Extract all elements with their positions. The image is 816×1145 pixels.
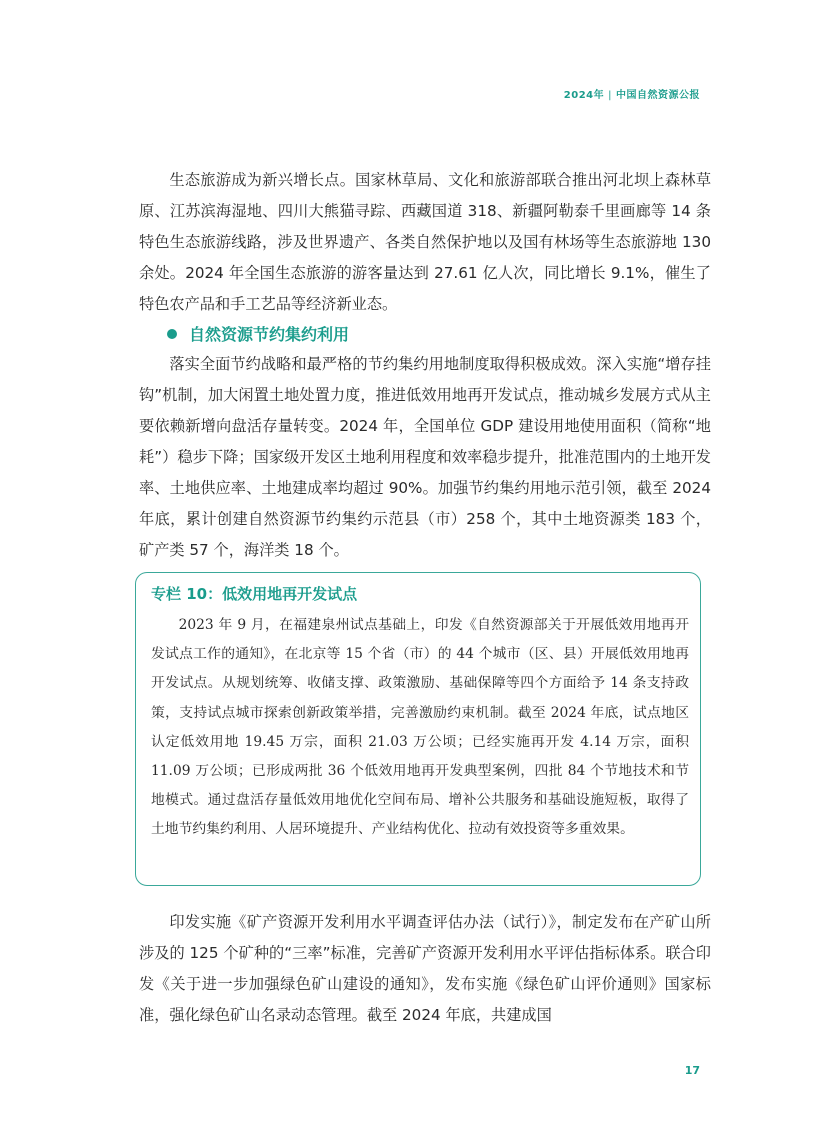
sidebar-box-body bbox=[151, 611, 689, 845]
paragraph-mineral bbox=[139, 907, 711, 1031]
paragraph-eco-tourism-text: 生态旅游成为新兴增长点。国家林草局、文化和旅游部联合推出河北坝上森林草原、江苏滨海湿地、四川大熊猫寻踪、西藏国道 318、新疆阿勒泰千里画廊等 14 条特色生态旅游线路，涉及世界遗产、各类自然保护地以及国有林场等生态旅游地 130 余处。2024 年全国生态旅游的游客量达到 27.61 亿人次，同比增长 9.1%，催生了特色农产品和手工艺品等经济新业态。 bbox=[139, 171, 711, 313]
sidebar-box-title: 专栏 10：低效用地再开发试点 bbox=[151, 585, 358, 603]
header-title: 中国自然资源公报 bbox=[616, 90, 700, 101]
paragraph-land-saving bbox=[139, 349, 711, 566]
sidebar-box bbox=[135, 572, 701, 886]
bullet-dot-icon bbox=[167, 329, 177, 339]
paragraph-mineral-text: 印发实施《矿产资源开发利用水平调查评估办法（试行）》，制定发布在产矿山所涉及的 125 个矿种的“三率”标准，完善矿产资源开发利用水平评估指标体系。联合印发《关于进一步加强绿色矿山建设的通知》，发布实施《绿色矿山评价通则》国家标准，强化绿色矿山名录动态管理。截至 2024 年底，共建成国 bbox=[139, 913, 711, 1024]
header-year: 2024年 bbox=[563, 90, 605, 101]
section-heading-text: 自然资源节约集约利用 bbox=[189, 325, 350, 344]
running-header bbox=[564, 86, 700, 101]
section-heading bbox=[167, 322, 349, 345]
header-separator: | bbox=[608, 90, 612, 101]
sidebar-box-text: 2023 年 9 月，在福建泉州试点基础上，印发《自然资源部关于开展低效用地再开发试点工作的通知》，在北京等 15 个省（市）的 44 个城市（区、县）开展低效用地再开发试点。从规划统筹、收储支撑、政策激励、基础保障等四个方面给予 14 条支持政策，支持试点城市探索创新政策举措，完善激励约束机制。截至 2024 年底，试点地区认定低效用地 19.45 万宗，面积 21.03 万公顷；已经实施再开发 4.14 万宗，面积 11.09 万公顷；已形成两批 36 个低效用地再开发典型案例，四批 84 个节地技术和节地模式。通过盘活存量低效用地优化空间布局、增补公共服务和基础设施短板，取得了土地节约集约利用、人居环境提升、产业结构优化、拉动有效投资等多重效果。 bbox=[151, 617, 689, 838]
paragraph-land-saving-text: 落实全面节约战略和最严格的节约集约用地制度取得积极成效。深入实施“增存挂钩”机制，加大闲置土地处置力度，推进低效用地再开发试点，推动城乡发展方式从主要依赖新增向盘活存量转变。2024 年，全国单位 GDP 建设用地使用面积（简称“地耗”）稳步下降；国家级开发区土地利用程度和效率稳步提升，批准范围内的土地开发率、土地供应率、土地建成率均超过 90%。加强节约集约用地示范引领，截至 2024 年底，累计创建自然资源节约集约示范县（市）258 个，其中土地资源类 183 个，矿产类 57 个，海洋类 18 个。 bbox=[139, 355, 711, 559]
page-number: 17 bbox=[684, 1064, 700, 1077]
paragraph-eco-tourism bbox=[139, 165, 711, 320]
